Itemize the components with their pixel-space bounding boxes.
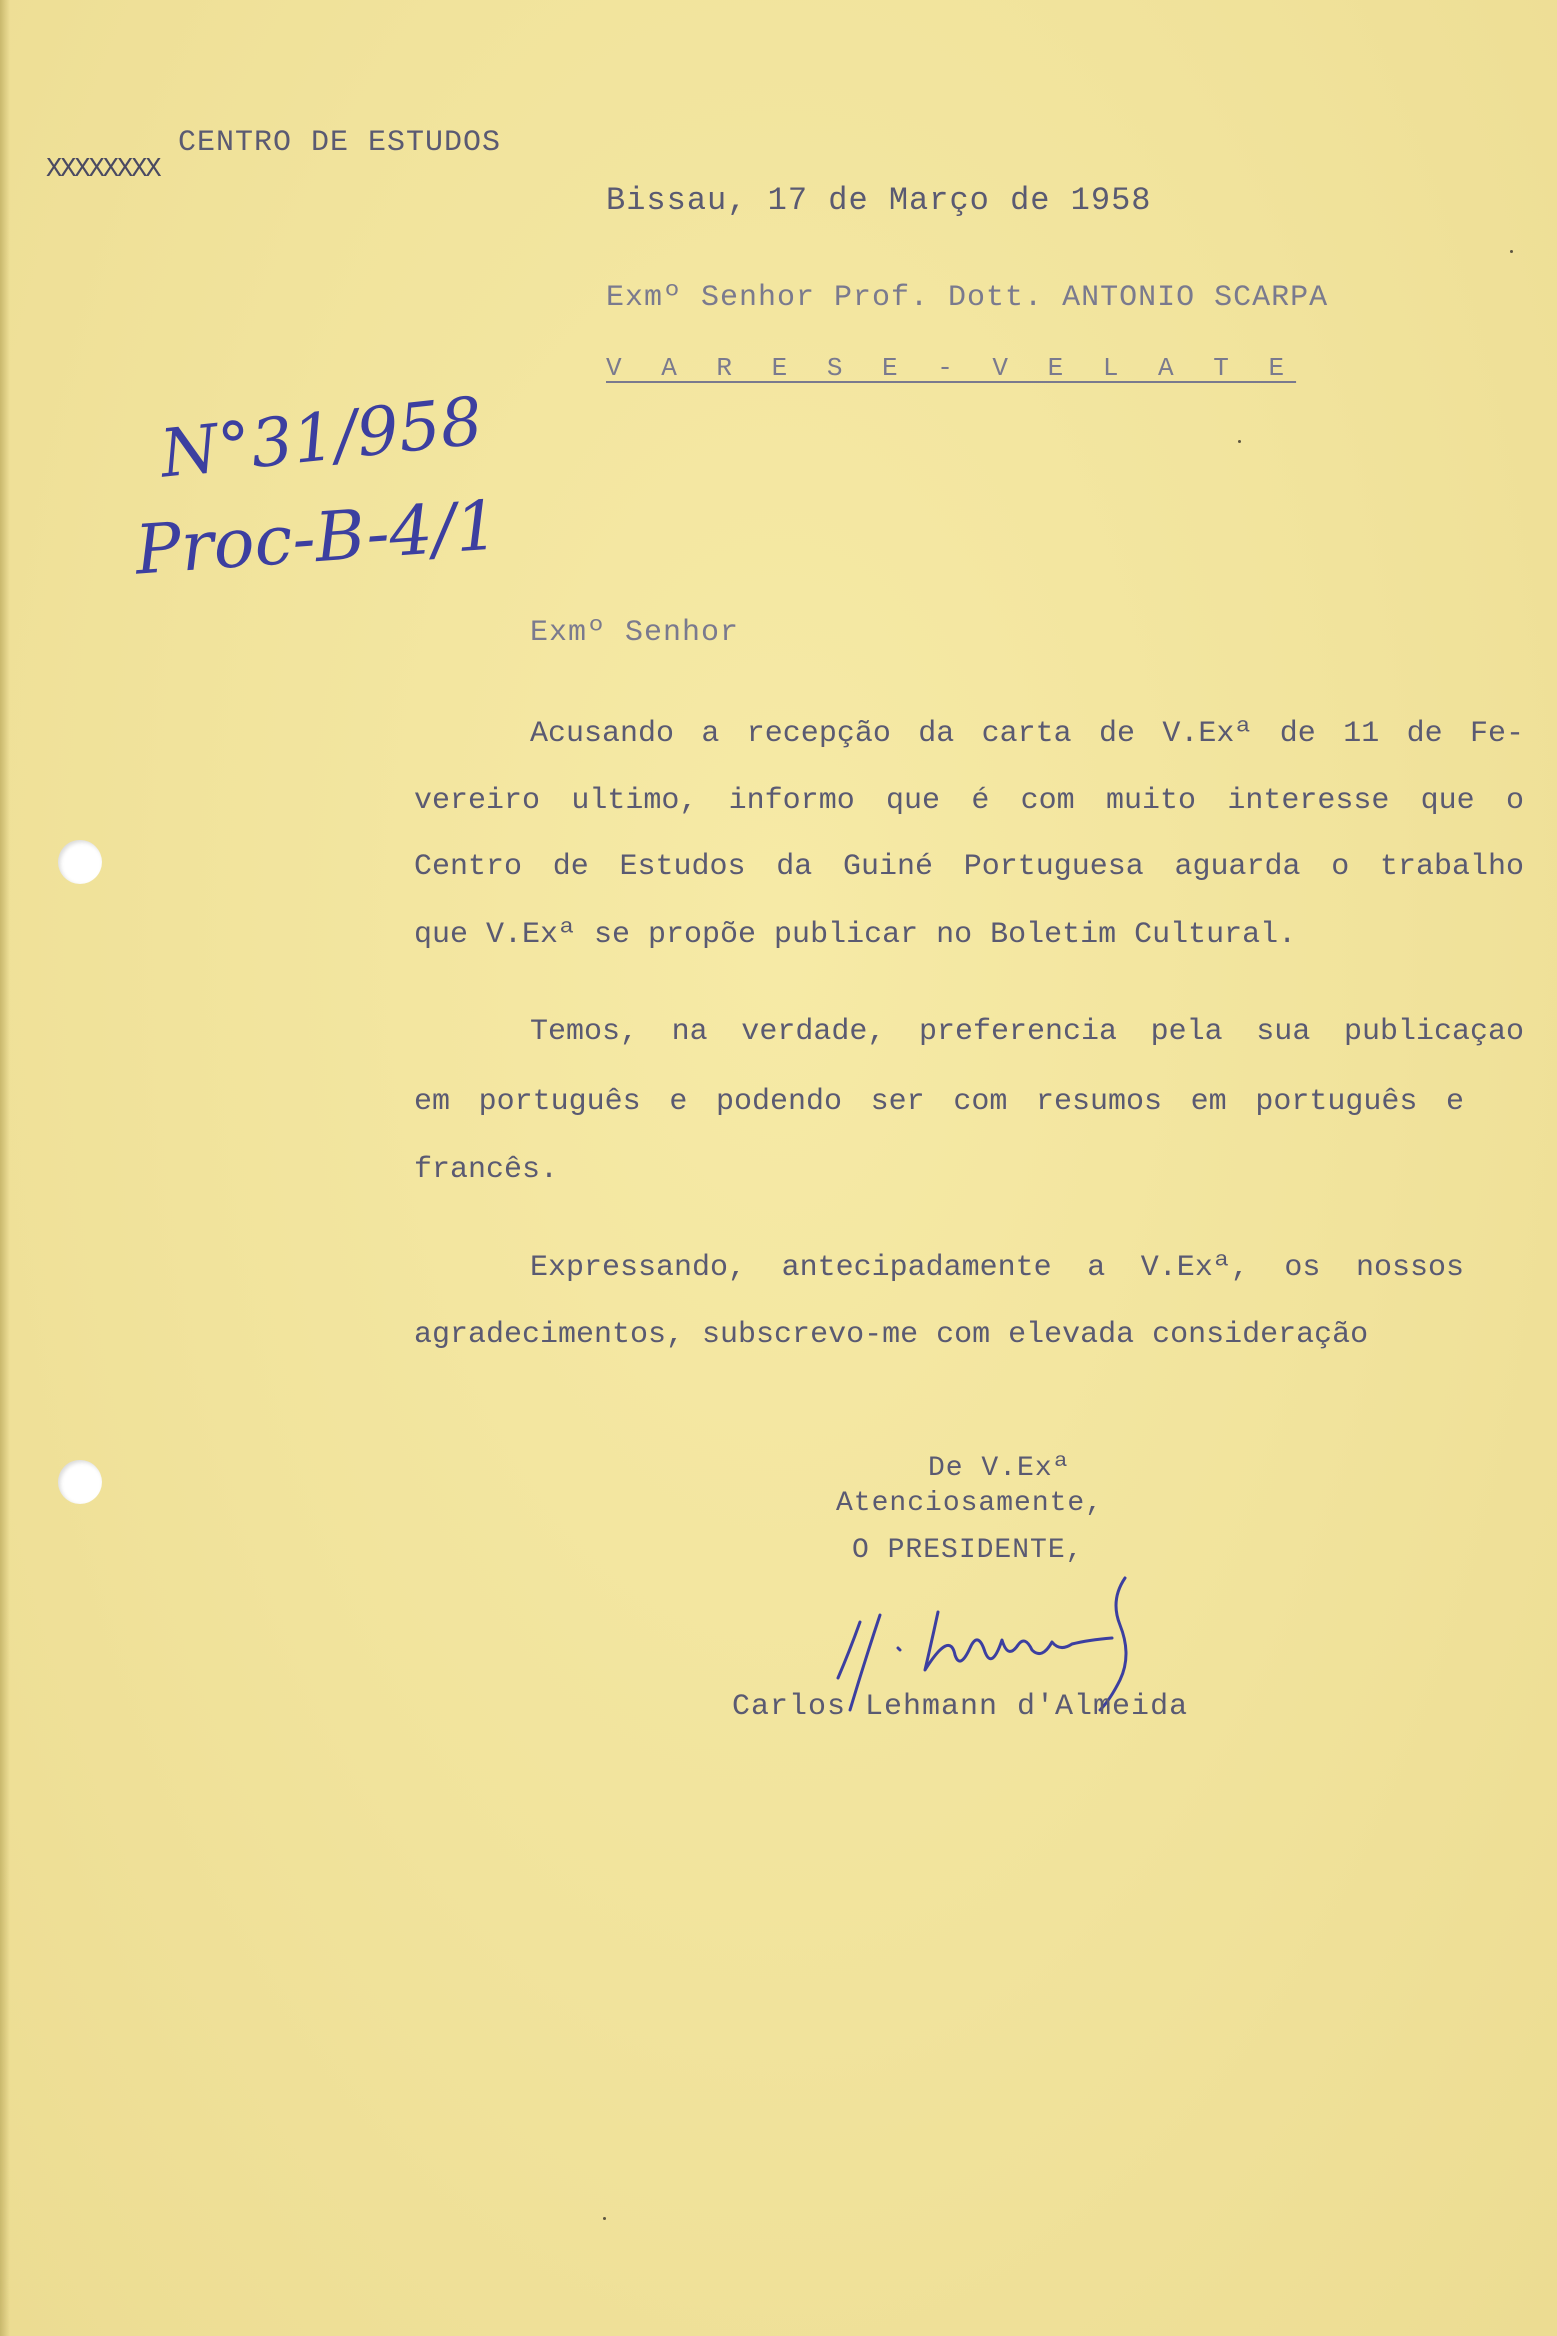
paragraph-1-line-4: que V.Exª se propõe publicar no Boletim Cultural. (414, 918, 1297, 952)
paragraph-2-line-3: francês. (414, 1153, 559, 1187)
paper-speck (1238, 440, 1241, 443)
paragraph-2-line-2: em português e podendo ser com resumos em português e (414, 1085, 1464, 1119)
recipient-name: Exmº Senhor Prof. Dott. ANTONIO SCARPA (606, 281, 1329, 315)
paragraph-1-line-2: vereiro ultimo, informo que é com muito interesse que o (414, 784, 1524, 818)
paragraph-1-line-3: Centro de Estudos da Guiné Portuguesa aguarda o trabalho (414, 850, 1524, 884)
paper-edge-shadow (0, 0, 10, 2336)
punch-hole-top (58, 840, 102, 884)
closing-line-3: O PRESIDENTE, (852, 1535, 1084, 1566)
salutation: Exmº Senhor (530, 616, 740, 650)
signature-stroke (898, 1648, 900, 1650)
paragraph-3-line-2: agradecimentos, subscrevo-me com elevada consideração (414, 1318, 1369, 1352)
handwritten-process-number: Proc-B-4/1 (132, 486, 502, 591)
closing-line-2: Atenciosamente, (836, 1488, 1104, 1519)
paper-speck (1510, 250, 1513, 253)
signatory-name: Carlos Lehmann d'Almeida (732, 1690, 1189, 1724)
closing-line-1: De V.Exª (928, 1453, 1071, 1484)
place-date: Bissau, 17 de Março de 1958 (606, 182, 1152, 219)
paragraph-1-line-1: Acusando a recepção da carta de V.Exª de 11 de Fe- (530, 717, 1524, 751)
paper-speck (603, 2217, 606, 2220)
handwritten-reference-number: N°31/958 (156, 382, 487, 493)
recipient-city: V A R E S E - V E L A T E (606, 353, 1297, 383)
institution-name: CENTRO DE ESTUDOS (178, 126, 502, 160)
signature-stroke (925, 1612, 1112, 1670)
signature-stroke (838, 1622, 860, 1678)
paragraph-2-line-1: Temos, na verdade, preferencia pela sua publicaçao (530, 1015, 1524, 1049)
punch-hole-bottom (58, 1460, 102, 1504)
struck-text: XXXXXXXX (46, 155, 160, 185)
paragraph-3-line-1: Expressando, antecipadamente a V.Exª, os nossos (530, 1251, 1464, 1285)
